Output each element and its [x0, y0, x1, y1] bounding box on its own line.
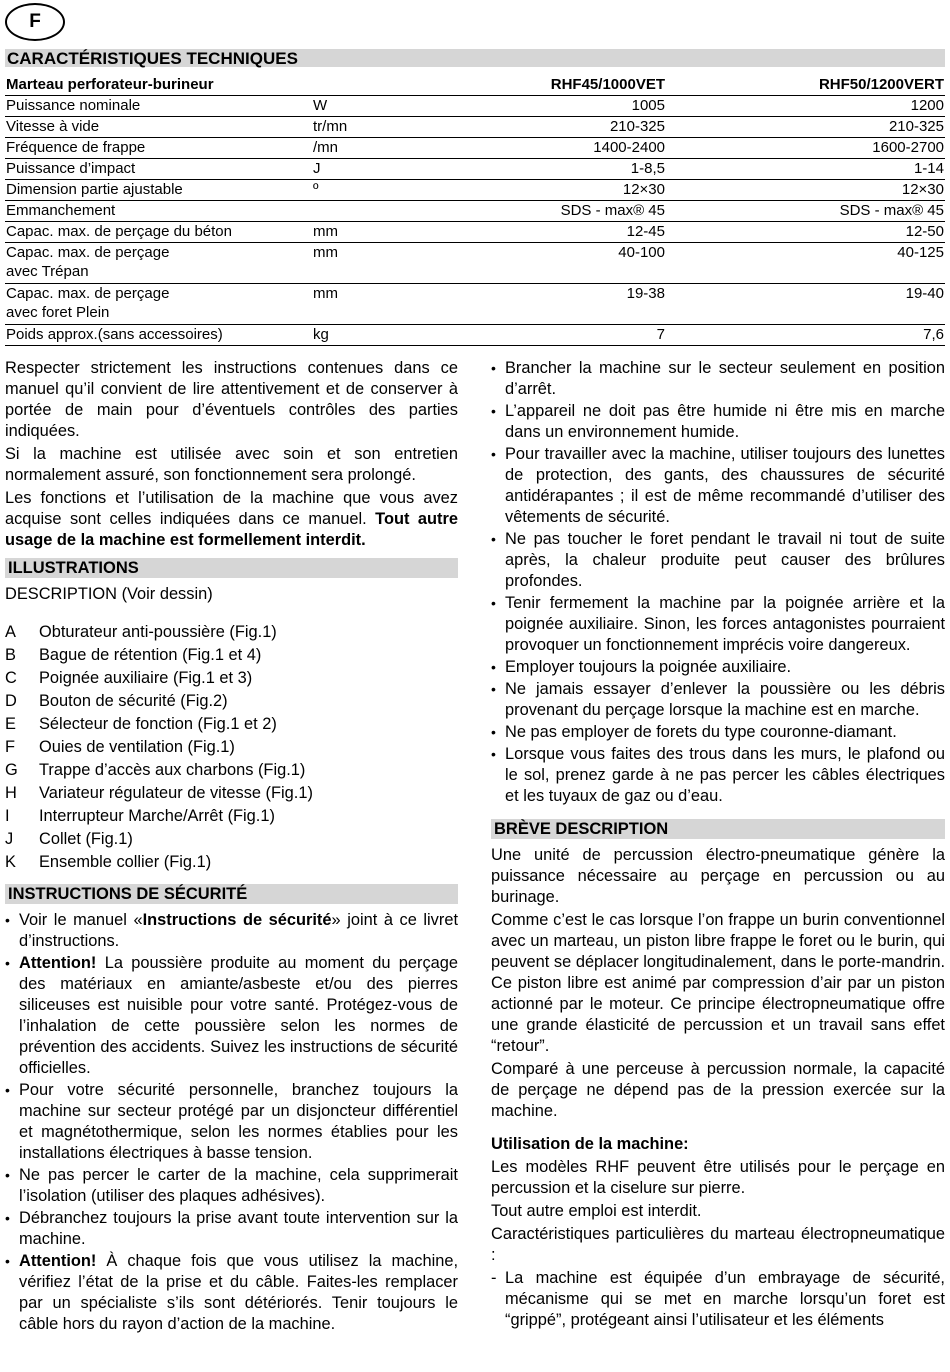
part-letter: F: [5, 738, 16, 756]
table-cell: RHF50/1200VERT: [818, 76, 944, 93]
list-item: • Pour votre sécurité personnelle, branchez toujours la machine sur secteur protégé par un disjoncteur différentiel et magnétothermique, selon les normes établies pour les installations électriques à basse tension.: [5, 1081, 458, 1162]
table-cell: Capac. max. de perçage du béton: [6, 223, 232, 240]
part-label: Obturateur anti-poussière (Fig.1): [39, 623, 277, 641]
table-row: [5, 117, 945, 138]
paragraph: Tout autre emploi est interdit.: [491, 1202, 702, 1220]
table-row: [5, 138, 945, 159]
brief-description-heading: BRÈVE DESCRIPTION: [491, 819, 945, 839]
part-label: Variateur régulateur de vitesse (Fig.1): [39, 784, 313, 802]
table-cell: 12-45: [626, 223, 665, 240]
table-cell: Emmanchement: [6, 202, 116, 219]
table-cell: Fréquence de frappe: [6, 139, 146, 156]
table-cell: kg: [313, 326, 329, 343]
part-label: Trappe d’accès aux charbons (Fig.1): [39, 761, 306, 779]
list-item: • Ne pas employer de forets du type couronne-diamant.: [491, 723, 897, 741]
parts-list-item: [5, 713, 458, 736]
table-cell: Vitesse à vide: [6, 118, 100, 135]
list-item: • Ne jamais essayer d’enlever la poussière ou les débris provenant du perçage lorsque la machine est en marche.: [491, 680, 945, 719]
parts-list-item: [5, 805, 458, 828]
paragraph: Caractéristiques particulières du marteau électropneumatique :: [491, 1225, 945, 1264]
table-cell: 7,6: [923, 326, 944, 343]
illustrations-heading: ILLUSTRATIONS: [5, 558, 458, 578]
part-letter: A: [5, 623, 16, 641]
left-column: [5, 358, 458, 1336]
table-cell: 40-100: [618, 244, 665, 261]
table-cell: 1600-2700: [872, 139, 944, 156]
table-cell: º: [313, 181, 319, 198]
parts-list-item: [5, 736, 458, 759]
part-letter: J: [5, 830, 14, 848]
safety-list: [5, 910, 458, 1335]
part-letter: E: [5, 715, 16, 733]
table-cell: 19-38: [626, 285, 665, 302]
part-label: Sélecteur de fonction (Fig.1 et 2): [39, 715, 277, 733]
part-label: Bouton de sécurité (Fig.2): [39, 692, 228, 710]
part-letter: G: [5, 761, 18, 779]
table-cell: 7: [656, 326, 665, 343]
table-row: [5, 325, 945, 346]
care-paragraph: Si la machine est utilisée avec soin et son entretien normalement assuré, son fonctionnement sera prolongé.: [5, 445, 458, 484]
table-cell: Marteau perforateur-burineur: [6, 76, 214, 93]
table-cell: Capac. max. de perçage avec foret Plein: [6, 285, 170, 321]
part-label: Ouies de ventilation (Fig.1): [39, 738, 235, 756]
list-item: - La machine est équipée d’un embrayage de sécurité, mécanisme qui se met en marche lorsqu’un foret est “grippé”, protégeant ainsi l’utilisateur et les éléments: [491, 1269, 945, 1329]
features-list: [491, 1268, 945, 1331]
table-cell: SDS - max® 45: [560, 202, 665, 219]
table-cell: 1400-2400: [593, 139, 665, 156]
table-cell: 1005: [631, 97, 665, 114]
table-row: [5, 96, 945, 117]
paragraph: Une unité de percussion électro-pneumatique génère la puissance nécessaire au perçage en percussion ou au burinage.: [491, 846, 945, 906]
table-cell: 1-8,5: [630, 160, 665, 177]
parts-list-item: [5, 851, 458, 874]
parts-list-item: [5, 782, 458, 805]
list-item: • Attention! La poussière produite au moment du perçage des matériaux en amiante/asbeste et/ou des pierres siliceuses est nuisible pour votre santé. Protégez-vous de l’inhalation de cette poussière selon les normes de prévention des accidents. Suivez les instructions de sécurité officielles.: [5, 954, 458, 1077]
table-header-row: [5, 75, 945, 96]
part-letter: H: [5, 784, 17, 802]
parts-list-item: [5, 759, 458, 782]
usage-heading: Utilisation de la machine:: [491, 1135, 689, 1153]
parts-list-item: [5, 828, 458, 851]
parts-list-item: [5, 667, 458, 690]
list-item: • Ne pas toucher le foret pendant le travail ni tout de suite après, la chaleur produite peut causer des brûlures profondes.: [491, 530, 945, 590]
table-cell: SDS - max® 45: [839, 202, 944, 219]
table-cell: /mn: [313, 139, 339, 156]
language-badge: F: [5, 3, 65, 41]
part-label: Interrupteur Marche/Arrêt (Fig.1): [39, 807, 275, 825]
list-item: • L’appareil ne doit pas être humide ni être mis en marche dans un environnement humide.: [491, 402, 945, 441]
table-row: [5, 201, 945, 222]
table-cell: 1-14: [913, 160, 944, 177]
table-row: [5, 284, 945, 325]
usage-paragraph: Les fonctions et l’utilisation de la machine que vous avez acquise sont celles indiquées dans ce manuel. Tout autre usage de la machine est formellement interdit.: [5, 489, 459, 549]
table-cell: W: [313, 97, 328, 114]
list-item: • Voir le manuel «Instructions de sécurité» joint à ce livret d’instructions.: [5, 911, 458, 950]
part-label: Poignée auxiliaire (Fig.1 et 3): [39, 669, 253, 687]
description-label: DESCRIPTION (Voir dessin): [5, 585, 213, 603]
part-letter: K: [5, 853, 16, 871]
table-cell: Puissance d’impact: [6, 160, 136, 177]
specs-title: CARACTÉRISTIQUES TECHNIQUES: [5, 49, 945, 67]
safety-list-continued: [491, 358, 945, 807]
part-letter: C: [5, 669, 17, 687]
table-cell: mm: [313, 223, 338, 240]
table-cell: 12×30: [901, 181, 944, 198]
paragraph: Comme c’est le cas lorsque l’on frappe un burin conventionnel avec un marteau, un piston libre frappe le foret ou le burin, qui peuvent se déplacer longitudinalement, dans le porte-mandrin. Ce piston libre est animé par compression d’air par un piston actionné par le moteur. Ce principe électropneumatique offre une grande élasticité de percussion et un travail sans effet “retour”.: [491, 911, 945, 1055]
table-row: [5, 159, 945, 180]
table-row: [5, 222, 945, 243]
list-item: • Tenir fermement la machine par la poignée arrière et la poignée auxiliaire. Sinon, les forces antagonistes pourraient provoquer un fonctionnement imprécis voire dangereux.: [491, 594, 945, 654]
parts-list-item: [5, 644, 458, 667]
table-row: [5, 180, 945, 201]
right-column: [491, 358, 945, 1331]
table-row: [5, 243, 945, 284]
parts-list: [5, 621, 458, 874]
list-item: • Lorsque vous faites des trous dans les murs, le plafond ou le sol, prenez garde à ne pas percer les câbles électriques et les tuyaux de gaz ou d’eau.: [491, 745, 945, 805]
table-cell: 1200: [910, 97, 944, 114]
part-label: Collet (Fig.1): [39, 830, 133, 848]
table-cell: Dimension partie ajustable: [6, 181, 183, 198]
part-label: Bague de rétention (Fig.1 et 4): [39, 646, 262, 664]
table-cell: tr/mn: [313, 118, 348, 135]
part-letter: D: [5, 692, 17, 710]
table-cell: J: [313, 160, 321, 177]
part-letter: I: [5, 807, 10, 825]
table-cell: Capac. max. de perçage avec Trépan: [6, 244, 170, 280]
table-cell: 40-125: [897, 244, 944, 261]
table-cell: 19-40: [905, 285, 944, 302]
list-item: • Débranchez toujours la prise avant toute intervention sur la machine.: [5, 1209, 458, 1248]
list-item: • Attention! À chaque fois que vous utilisez la machine, vérifiez l’état de la prise et du câble. Faites-les remplacer par un spécialiste s’ils sont détériorés. Tenir toujours le câble hors du rayon d’action de la machine.: [5, 1252, 458, 1333]
table-cell: 12-50: [905, 223, 944, 240]
list-item: • Brancher la machine sur le secteur seulement en position d’arrêt.: [491, 359, 945, 398]
table-cell: 210-325: [609, 118, 665, 135]
table-cell: Puissance nominale: [6, 97, 141, 114]
table-cell: 12×30: [622, 181, 665, 198]
list-item: • Employer toujours la poignée auxiliaire.: [491, 658, 792, 676]
safety-heading: INSTRUCTIONS DE SÉCURITÉ: [5, 884, 458, 904]
table-cell: mm: [313, 285, 338, 302]
list-item: • Pour travailler avec la machine, utiliser toujours des lunettes de protection, des gants, des chaussures de sécurité antidérapantes ; il est de même recommandé d’utiliser des vêtements de sécurité.: [491, 445, 945, 526]
table-cell: Poids approx.(sans accessoires): [6, 326, 223, 343]
specs-table: [5, 75, 945, 346]
intro-paragraph: Respecter strictement les instructions contenues dans ce manuel qu’il convient de lire attentivement et de conserver à portée de main pour d’éventuels contrôles des parties indiquées.: [5, 359, 458, 440]
part-label: Ensemble collier (Fig.1): [39, 853, 212, 871]
part-letter: B: [5, 646, 16, 664]
list-item: • Ne pas percer le carter de la machine, cela supprimerait l’isolation (utiliser des plaques adhésives).: [5, 1166, 458, 1205]
parts-list-item: [5, 690, 458, 713]
parts-list-item: [5, 621, 458, 644]
paragraph: Comparé à une perceuse à percussion normale, la capacité de perçage ne dépend pas de la pression exercée sur la machine.: [491, 1060, 945, 1120]
table-cell: [312, 201, 434, 222]
table-cell: RHF45/1000VET: [550, 76, 665, 93]
table-cell: 210-325: [888, 118, 944, 135]
paragraph: Les modèles RHF peuvent être utilisés pour le perçage en percussion et la ciselure sur pierre.: [491, 1158, 945, 1197]
table-cell: mm: [313, 244, 338, 261]
table-cell: [312, 75, 434, 96]
